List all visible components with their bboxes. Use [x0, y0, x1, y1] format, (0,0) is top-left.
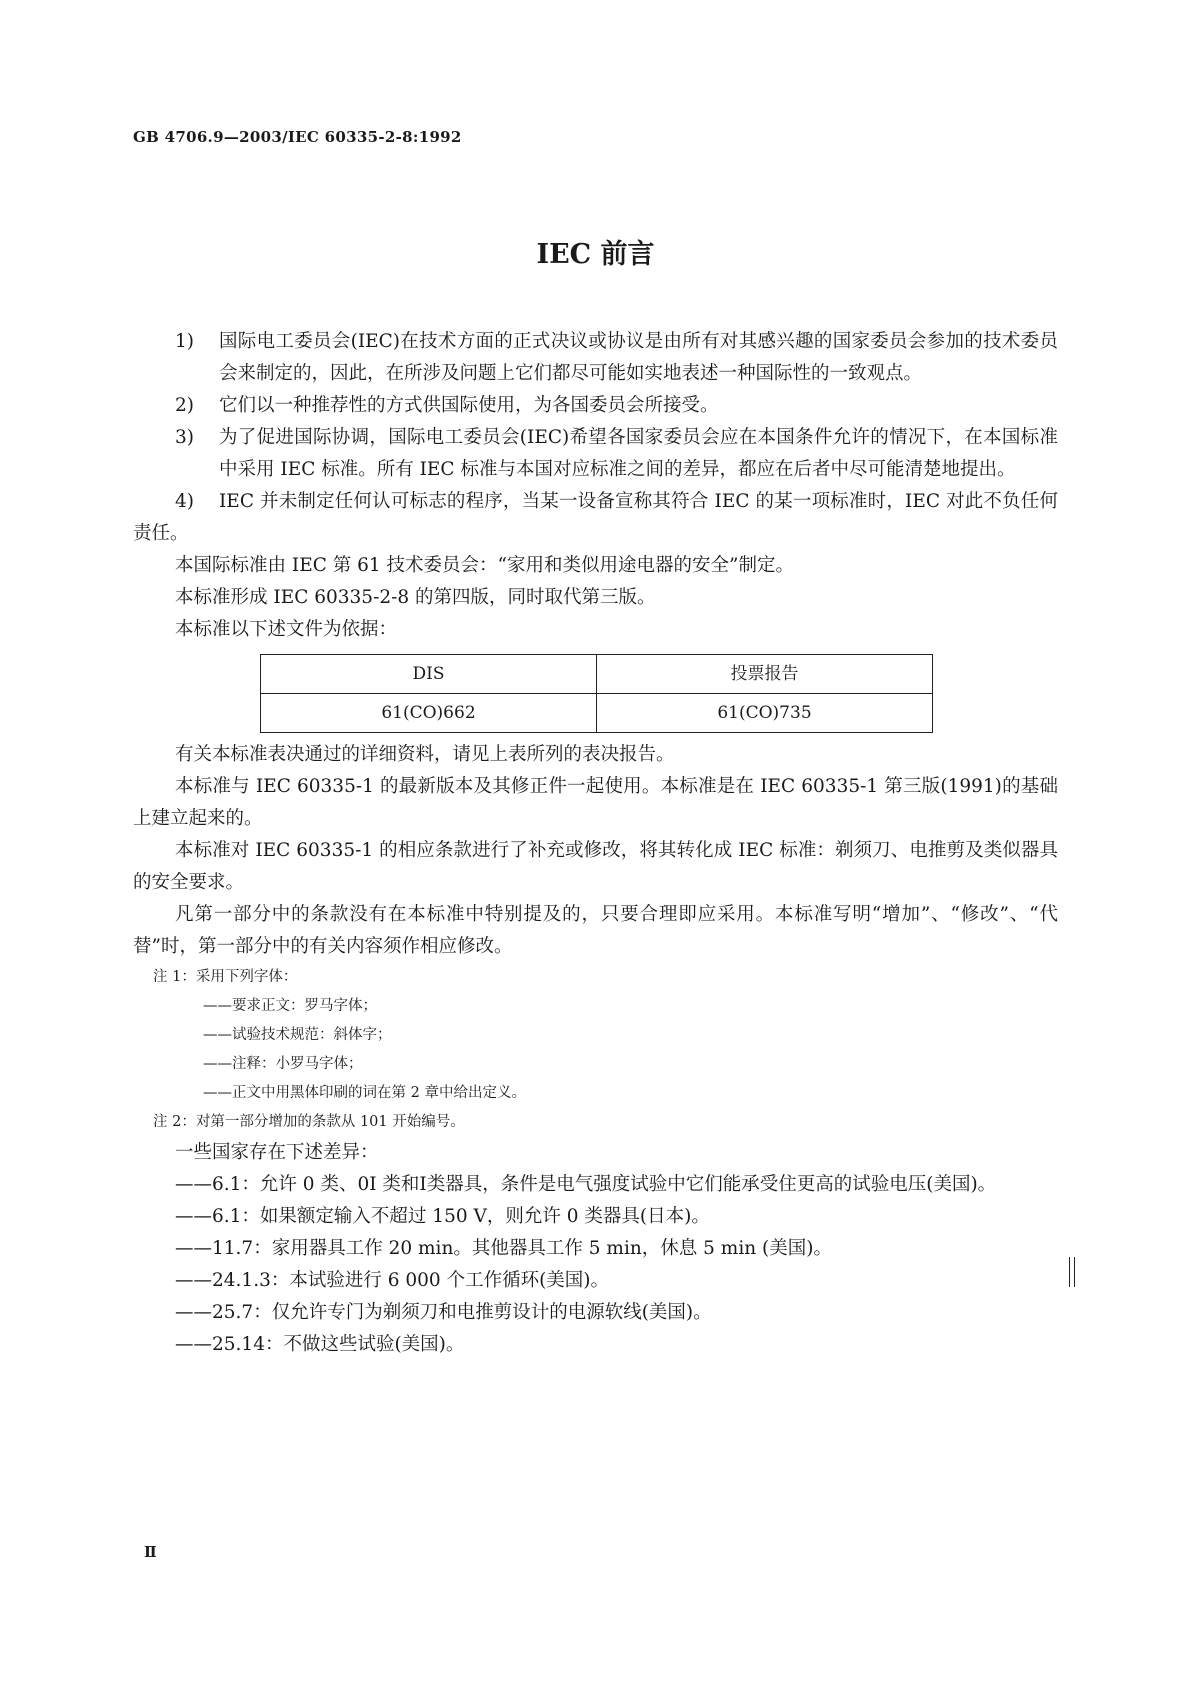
- document-body: [133, 326, 1058, 1361]
- notes-block: [133, 963, 1058, 1137]
- difference-item: ——24.1.3：本试验进行 6 000 个工作循环(美国)。: [175, 1270, 610, 1291]
- table-cell: 61(CO)662: [261, 694, 597, 733]
- list-item-text: 它们以一种推荐性的方式供国际使用，为各国委员会所接受。: [219, 395, 719, 416]
- page-number: Ⅱ: [144, 1543, 157, 1561]
- paragraph: 本标准对 IEC 60335-1 的相应条款进行了补充或修改，将其转化成 IEC 标准：剃须刀、电推剪及类似器具的安全要求。: [133, 840, 1058, 893]
- list-item: [133, 422, 1058, 486]
- document-header: GB 4706.9—2003/IEC 60335-2-8:1992: [133, 128, 462, 146]
- table-header-cell: DIS: [261, 655, 597, 694]
- list-item: [133, 390, 1058, 422]
- note-style-item: ——正文中用黑体印刷的词在第 2 章中给出定义。: [203, 1085, 526, 1101]
- list-item-number: 3): [175, 427, 194, 448]
- list-item-text: IEC 并未制定任何认可标志的程序，当某一设备宣称其符合 IEC 的某一项标准时，IEC 对此不负任何责任。: [133, 491, 1058, 544]
- difference-item: ——25.7：仅允许专门为剃须刀和电推剪设计的电源软线(美国)。: [175, 1302, 712, 1323]
- table-row: [261, 694, 933, 733]
- paragraph: 本国际标准由 IEC 第 61 技术委员会：“家用和类似用途电器的安全”制定。: [175, 555, 794, 576]
- table-header-cell: 投票报告: [597, 655, 933, 694]
- difference-item: ——11.7：家用器具工作 20 min。其他器具工作 5 min，休息 5 min (美国)。: [175, 1238, 832, 1259]
- difference-item: ——6.1：允许 0 类、0I 类和Ⅰ类器具，条件是电气强度试验中它们能承受住更高的试验电压(美国)。: [175, 1174, 997, 1195]
- differences-intro: 一些国家存在下述差异：: [175, 1142, 379, 1163]
- paragraph: 本标准以下述文件为依据：: [175, 619, 398, 640]
- list-item-text: 为了促进国际协调，国际电工委员会(IEC)希望各国家委员会应在本国条件允许的情况下，在本国标准中采用 IEC 标准。所有 IEC 标准与本国对应标准之间的差异，都应在后者中尽可能清楚地提出。: [219, 427, 1058, 480]
- paragraph: 凡第一部分中的条款没有在本标准中特别提及的，只要合理即应采用。本标准写明“增加”、“修改”、“代替”时，第一部分中的有关内容须作相应修改。: [133, 904, 1058, 957]
- list-item-number: 1): [175, 331, 194, 352]
- voting-table: [260, 654, 933, 733]
- note-2: 注 2：对第一部分增加的条款从 101 开始编号。: [153, 1114, 465, 1130]
- note-style-item: ——试验技术规范：斜体字；: [203, 1027, 392, 1043]
- paragraph: 本标准形成 IEC 60335-2-8 的第四版，同时取代第三版。: [175, 587, 656, 608]
- list-item-text: 国际电工委员会(IEC)在技术方面的正式决议或协议是由所有对其感兴趣的国家委员会参加的技术委员会来制定的，因此，在所涉及问题上它们都尽可能如实地表述一种国际性的一致观点。: [219, 331, 1058, 384]
- list-item-number: 4): [175, 491, 194, 512]
- table-header-row: [261, 655, 933, 694]
- list-item-number: 2): [175, 395, 194, 416]
- note-style-item: ——要求正文：罗马字体；: [203, 998, 377, 1014]
- difference-item: ——25.14：不做这些试验(美国)。: [175, 1334, 465, 1355]
- change-bar-icon: [1069, 1257, 1075, 1287]
- paragraph: 有关本标准表决通过的详细资料，请见上表所列的表决报告。: [175, 744, 675, 765]
- note-1: 注 1：采用下列字体：: [153, 969, 298, 985]
- table-cell: 61(CO)735: [597, 694, 933, 733]
- list-item: [133, 486, 1058, 550]
- paragraph: 本标准与 IEC 60335-1 的最新版本及其修正件一起使用。本标准是在 IEC 60335-1 第三版(1991)的基础上建立起来的。: [133, 776, 1058, 829]
- list-item: [133, 326, 1058, 390]
- note-style-item: ——注释：小罗马字体；: [203, 1056, 363, 1072]
- page-title: IEC 前言: [536, 239, 655, 270]
- difference-item: ——6.1：如果额定输入不超过 150 V，则允许 0 类器具(日本)。: [175, 1206, 710, 1227]
